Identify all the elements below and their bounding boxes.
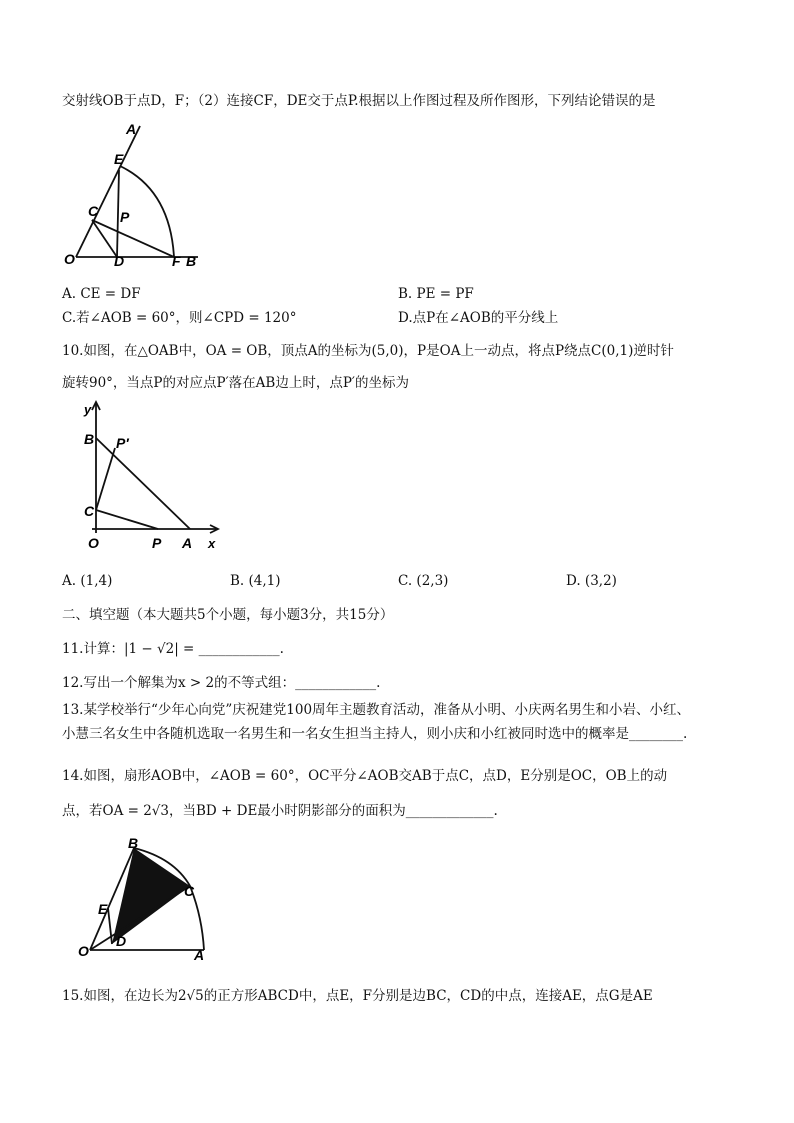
q10-label-C: C bbox=[84, 503, 95, 519]
q14-label-B: B bbox=[128, 836, 139, 851]
q14-label-E: E bbox=[98, 901, 108, 917]
q9-text: 交射线OB于点D，F；（2）连接CF，DE交于点P.根据以上作图过程及所作图形，下列结论错误的是 bbox=[62, 93, 656, 109]
section-heading: 二、填空题（本大题共5个小题，每小题3分，共15分） bbox=[62, 607, 394, 623]
q10-figure bbox=[62, 398, 227, 558]
q14-label-C: C bbox=[184, 883, 195, 899]
q9-label-F: F bbox=[172, 253, 181, 269]
q12-text: 12.写出一个解集为x > 2的不等式组：____________. bbox=[62, 675, 381, 691]
q9-label-C: C bbox=[88, 203, 99, 219]
q9-label-A: A bbox=[126, 121, 137, 137]
q10-label-B: B bbox=[84, 431, 95, 447]
q9-label-P: P bbox=[120, 209, 130, 225]
q9-label-B: B bbox=[186, 253, 197, 269]
q9-option-b: B. PE = PF bbox=[398, 286, 474, 302]
q14-figure bbox=[78, 836, 218, 966]
q9-label-E: E bbox=[114, 151, 124, 167]
q10-option-c: C. (2,3) bbox=[398, 573, 449, 589]
q14-label-A: A bbox=[194, 947, 205, 963]
q14-text-line1: 14.如图，扇形AOB中，∠AOB = 60°，OC平分∠AOB交AB于点C，点D，E分别是OC，OB上的动 bbox=[62, 768, 668, 784]
q10-text-line2: 旋转90°，当点P的对应点P′落在AB边上时，点P′的坐标为 bbox=[62, 375, 409, 391]
q10-option-d: D. (3,2) bbox=[566, 573, 617, 589]
q9-option-d: D.点P在∠AOB的平分线上 bbox=[398, 310, 559, 326]
q9-option-a: A. CE = DF bbox=[62, 286, 141, 302]
q13-text-line2: 小慧三名女生中各随机选取一名男生和一名女生担当主持人，则小庆和小红被同时选中的概率是________. bbox=[62, 726, 688, 742]
q10-label-P-prime: P′ bbox=[116, 435, 129, 451]
q10-label-y: y bbox=[84, 402, 92, 417]
q10-option-a: A. (1,4) bbox=[62, 573, 113, 589]
q10-label-x: x bbox=[208, 536, 216, 551]
q14-label-D: D bbox=[116, 933, 127, 949]
q15-text: 15.如图，在边长为2√5的正方形ABCD中，点E，F分别是边BC，CD的中点，连接AE，点G是AE bbox=[62, 988, 653, 1004]
q14-label-O: O bbox=[78, 943, 89, 959]
q9-option-c: C.若∠AOB = 60°，则∠CPD = 120° bbox=[62, 310, 297, 326]
q9-label-O: O bbox=[64, 251, 75, 267]
q9-label-D: D bbox=[114, 253, 125, 269]
q13-text-line1: 13.某学校举行“少年心向党”庆祝建党100周年主题教育活动，准备从小明、小庆两名男生和小岩、小红、 bbox=[62, 702, 691, 718]
q10-option-b: B. (4,1) bbox=[230, 573, 281, 589]
q10-label-O: O bbox=[88, 535, 99, 551]
q10-text-line1: 10.如图，在△OAB中，OA = OB，顶点A的坐标为(5,0)，P是OA上一动点，将点P绕点C(0,1)逆时针 bbox=[62, 343, 674, 359]
q10-label-P: P bbox=[152, 535, 162, 551]
q14-text-line2: 点，若OA = 2√3，当BD + DE最小时阴影部分的面积为_____________. bbox=[62, 803, 498, 819]
q11-text: 11.计算：|1 − √2| = ____________. bbox=[62, 641, 284, 657]
q10-label-A: A bbox=[182, 535, 193, 551]
q9-figure bbox=[62, 120, 212, 270]
